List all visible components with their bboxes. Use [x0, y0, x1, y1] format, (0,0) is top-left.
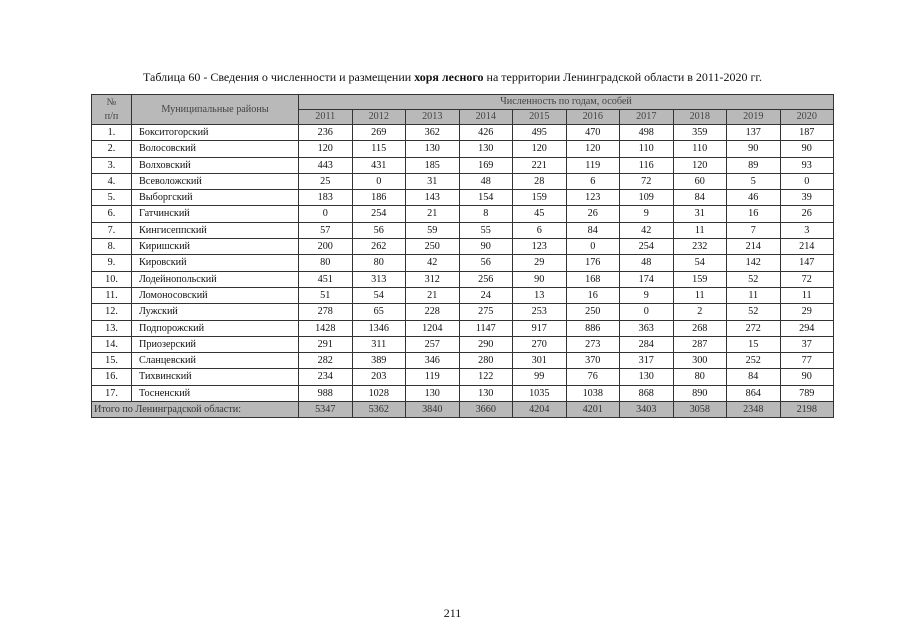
year-value: 451 [299, 271, 353, 287]
district-name: Кировский [132, 255, 299, 271]
year-value: 154 [459, 190, 513, 206]
year-value: 290 [459, 336, 513, 352]
year-value: 256 [459, 271, 513, 287]
year-value: 346 [406, 353, 460, 369]
year-value: 185 [406, 157, 460, 173]
table-row [92, 271, 834, 287]
year-value: 886 [566, 320, 620, 336]
header-year: 2011 [299, 110, 353, 125]
year-value: 123 [566, 190, 620, 206]
year-value: 28 [513, 173, 567, 189]
year-value: 270 [513, 336, 567, 352]
table-row [92, 222, 834, 238]
year-value: 917 [513, 320, 567, 336]
year-value: 16 [566, 287, 620, 303]
year-value: 0 [352, 173, 406, 189]
year-value: 300 [673, 353, 727, 369]
year-value: 45 [513, 206, 567, 222]
year-value: 110 [620, 141, 674, 157]
year-value: 89 [727, 157, 781, 173]
year-value: 122 [459, 369, 513, 385]
year-value: 291 [299, 336, 353, 352]
year-value: 11 [673, 222, 727, 238]
row-number: 7. [92, 222, 132, 238]
year-value: 370 [566, 353, 620, 369]
year-value: 228 [406, 304, 460, 320]
year-value: 65 [352, 304, 406, 320]
caption-suffix: на территории Ленинградской области в 2011-2020 гг. [483, 70, 762, 84]
district-name: Выборгский [132, 190, 299, 206]
row-number: 15. [92, 353, 132, 369]
district-name: Подпорожский [132, 320, 299, 336]
year-value: 39 [780, 190, 834, 206]
table-body [92, 125, 834, 402]
table-row [92, 125, 834, 141]
year-value: 80 [673, 369, 727, 385]
table-row [92, 206, 834, 222]
total-value: 3840 [406, 402, 460, 418]
year-value: 93 [780, 157, 834, 173]
table-row [92, 190, 834, 206]
table-caption [0, 70, 905, 85]
row-number: 13. [92, 320, 132, 336]
year-value: 214 [780, 239, 834, 255]
row-number: 3. [92, 157, 132, 173]
year-value: 55 [459, 222, 513, 238]
year-value: 257 [406, 336, 460, 352]
year-value: 317 [620, 353, 674, 369]
year-value: 214 [727, 239, 781, 255]
year-value: 72 [620, 173, 674, 189]
table-row [92, 385, 834, 401]
year-value: 254 [352, 206, 406, 222]
year-value: 269 [352, 125, 406, 141]
year-value: 130 [459, 385, 513, 401]
year-value: 115 [352, 141, 406, 157]
year-value: 90 [727, 141, 781, 157]
year-value: 864 [727, 385, 781, 401]
header-year: 2016 [566, 110, 620, 125]
year-value: 59 [406, 222, 460, 238]
year-value: 221 [513, 157, 567, 173]
year-value: 11 [780, 287, 834, 303]
district-name: Ломоносовский [132, 287, 299, 303]
year-value: 363 [620, 320, 674, 336]
header-no-abbr: п/п [104, 110, 119, 122]
year-value: 109 [620, 190, 674, 206]
year-value: 119 [566, 157, 620, 173]
year-value: 52 [727, 304, 781, 320]
year-value: 252 [727, 353, 781, 369]
year-value: 187 [780, 125, 834, 141]
year-value: 1147 [459, 320, 513, 336]
total-label: Итого по Ленинградской области: [92, 402, 299, 418]
year-value: 1028 [352, 385, 406, 401]
year-value: 282 [299, 353, 353, 369]
year-value: 868 [620, 385, 674, 401]
row-number: 14. [92, 336, 132, 352]
year-value: 362 [406, 125, 460, 141]
year-value: 54 [352, 287, 406, 303]
year-value: 168 [566, 271, 620, 287]
total-value: 3058 [673, 402, 727, 418]
table-row [92, 320, 834, 336]
row-number: 2. [92, 141, 132, 157]
total-value: 3660 [459, 402, 513, 418]
year-value: 116 [620, 157, 674, 173]
total-value: 2198 [780, 402, 834, 418]
year-value: 273 [566, 336, 620, 352]
year-value: 16 [727, 206, 781, 222]
year-value: 142 [727, 255, 781, 271]
year-value: 470 [566, 125, 620, 141]
year-value: 26 [780, 206, 834, 222]
district-name: Тосненский [132, 385, 299, 401]
year-value: 272 [727, 320, 781, 336]
year-value: 84 [566, 222, 620, 238]
year-value: 54 [673, 255, 727, 271]
year-value: 130 [620, 369, 674, 385]
district-name: Волховский [132, 157, 299, 173]
year-value: 120 [566, 141, 620, 157]
year-value: 1428 [299, 320, 353, 336]
total-value: 2348 [727, 402, 781, 418]
year-value: 24 [459, 287, 513, 303]
year-value: 1204 [406, 320, 460, 336]
year-value: 200 [299, 239, 353, 255]
header-year: 2014 [459, 110, 513, 125]
table-row [92, 336, 834, 352]
page-number: 211 [443, 606, 462, 620]
year-value: 9 [620, 206, 674, 222]
year-value: 169 [459, 157, 513, 173]
caption-species: хоря лесного [414, 70, 484, 84]
table-row [92, 255, 834, 271]
table-row [92, 287, 834, 303]
year-value: 84 [727, 369, 781, 385]
year-value: 0 [780, 173, 834, 189]
district-name: Сланцевский [132, 353, 299, 369]
year-value: 253 [513, 304, 567, 320]
year-value: 174 [620, 271, 674, 287]
year-value: 3 [780, 222, 834, 238]
year-value: 51 [299, 287, 353, 303]
year-value: 431 [352, 157, 406, 173]
row-number: 10. [92, 271, 132, 287]
year-value: 1346 [352, 320, 406, 336]
year-value: 80 [299, 255, 353, 271]
year-value: 25 [299, 173, 353, 189]
year-value: 48 [459, 173, 513, 189]
year-value: 359 [673, 125, 727, 141]
year-value: 250 [406, 239, 460, 255]
total-value: 5362 [352, 402, 406, 418]
year-value: 301 [513, 353, 567, 369]
header-year: 2015 [513, 110, 567, 125]
row-number: 6. [92, 206, 132, 222]
year-value: 278 [299, 304, 353, 320]
row-number: 4. [92, 173, 132, 189]
year-value: 203 [352, 369, 406, 385]
year-value: 26 [566, 206, 620, 222]
district-name: Всеволожский [132, 173, 299, 189]
year-value: 120 [513, 141, 567, 157]
year-value: 143 [406, 190, 460, 206]
year-value: 443 [299, 157, 353, 173]
row-number: 16. [92, 369, 132, 385]
caption-prefix: Таблица 60 - Сведения о численности и размещении [143, 70, 415, 84]
year-value: 11 [673, 287, 727, 303]
year-value: 77 [780, 353, 834, 369]
year-value: 294 [780, 320, 834, 336]
district-name: Бокситогорский [132, 125, 299, 141]
year-value: 389 [352, 353, 406, 369]
year-value: 498 [620, 125, 674, 141]
year-value: 268 [673, 320, 727, 336]
year-value: 120 [673, 157, 727, 173]
header-row-number [92, 95, 132, 125]
table-row [92, 173, 834, 189]
year-value: 84 [673, 190, 727, 206]
header-year: 2020 [780, 110, 834, 125]
year-value: 29 [780, 304, 834, 320]
year-value: 5 [727, 173, 781, 189]
year-value: 31 [673, 206, 727, 222]
header-year: 2012 [352, 110, 406, 125]
year-value: 495 [513, 125, 567, 141]
year-value: 13 [513, 287, 567, 303]
year-value: 72 [780, 271, 834, 287]
header-district: Муниципальные районы [132, 95, 299, 125]
header-year: 2019 [727, 110, 781, 125]
year-value: 275 [459, 304, 513, 320]
year-value: 9 [620, 287, 674, 303]
year-value: 130 [406, 385, 460, 401]
year-value: 312 [406, 271, 460, 287]
row-number: 1. [92, 125, 132, 141]
table-row [92, 239, 834, 255]
district-name: Волосовский [132, 141, 299, 157]
row-number: 9. [92, 255, 132, 271]
year-value: 119 [406, 369, 460, 385]
total-value: 4201 [566, 402, 620, 418]
year-value: 890 [673, 385, 727, 401]
year-value: 90 [459, 239, 513, 255]
year-value: 137 [727, 125, 781, 141]
header-year: 2013 [406, 110, 460, 125]
table-row [92, 141, 834, 157]
year-value: 159 [513, 190, 567, 206]
district-name: Тихвинский [132, 369, 299, 385]
year-value: 1035 [513, 385, 567, 401]
year-value: 232 [673, 239, 727, 255]
year-value: 56 [459, 255, 513, 271]
header-year: 2017 [620, 110, 674, 125]
year-value: 8 [459, 206, 513, 222]
year-value: 254 [620, 239, 674, 255]
year-value: 123 [513, 239, 567, 255]
year-value: 988 [299, 385, 353, 401]
year-value: 147 [780, 255, 834, 271]
year-value: 57 [299, 222, 353, 238]
table-row [92, 157, 834, 173]
year-value: 287 [673, 336, 727, 352]
header-no-symbol: № [106, 96, 117, 108]
year-value: 1038 [566, 385, 620, 401]
district-name: Лодейнопольский [132, 271, 299, 287]
year-value: 90 [513, 271, 567, 287]
year-value: 11 [727, 287, 781, 303]
year-value: 130 [406, 141, 460, 157]
year-value: 0 [620, 304, 674, 320]
year-value: 31 [406, 173, 460, 189]
year-value: 236 [299, 125, 353, 141]
year-value: 284 [620, 336, 674, 352]
year-value: 311 [352, 336, 406, 352]
year-value: 15 [727, 336, 781, 352]
year-value: 2 [673, 304, 727, 320]
year-value: 110 [673, 141, 727, 157]
total-row [92, 402, 834, 418]
year-value: 76 [566, 369, 620, 385]
population-table [91, 94, 834, 418]
year-value: 29 [513, 255, 567, 271]
year-value: 234 [299, 369, 353, 385]
district-name: Гатчинский [132, 206, 299, 222]
year-value: 99 [513, 369, 567, 385]
year-value: 80 [352, 255, 406, 271]
year-value: 120 [299, 141, 353, 157]
year-value: 176 [566, 255, 620, 271]
district-name: Приозерский [132, 336, 299, 352]
header-year: 2018 [673, 110, 727, 125]
year-value: 0 [566, 239, 620, 255]
row-number: 17. [92, 385, 132, 401]
year-value: 37 [780, 336, 834, 352]
total-value: 4204 [513, 402, 567, 418]
year-value: 7 [727, 222, 781, 238]
year-value: 313 [352, 271, 406, 287]
header-population-by-year: Численность по годам, особей [299, 95, 834, 110]
year-value: 48 [620, 255, 674, 271]
table-row [92, 304, 834, 320]
year-value: 262 [352, 239, 406, 255]
year-value: 6 [513, 222, 567, 238]
year-value: 60 [673, 173, 727, 189]
year-value: 186 [352, 190, 406, 206]
year-value: 42 [406, 255, 460, 271]
year-value: 90 [780, 141, 834, 157]
row-number: 5. [92, 190, 132, 206]
year-value: 52 [727, 271, 781, 287]
year-value: 6 [566, 173, 620, 189]
district-name: Лужский [132, 304, 299, 320]
district-name: Кингисеппский [132, 222, 299, 238]
year-value: 280 [459, 353, 513, 369]
year-value: 183 [299, 190, 353, 206]
total-value: 3403 [620, 402, 674, 418]
year-value: 789 [780, 385, 834, 401]
row-number: 11. [92, 287, 132, 303]
row-number: 8. [92, 239, 132, 255]
district-name: Киришский [132, 239, 299, 255]
year-value: 159 [673, 271, 727, 287]
year-value: 56 [352, 222, 406, 238]
total-value: 5347 [299, 402, 353, 418]
year-value: 21 [406, 206, 460, 222]
year-value: 42 [620, 222, 674, 238]
year-value: 250 [566, 304, 620, 320]
table-row [92, 353, 834, 369]
row-number: 12. [92, 304, 132, 320]
year-value: 0 [299, 206, 353, 222]
year-value: 130 [459, 141, 513, 157]
year-value: 21 [406, 287, 460, 303]
year-value: 426 [459, 125, 513, 141]
table-row [92, 369, 834, 385]
year-value: 90 [780, 369, 834, 385]
year-value: 46 [727, 190, 781, 206]
